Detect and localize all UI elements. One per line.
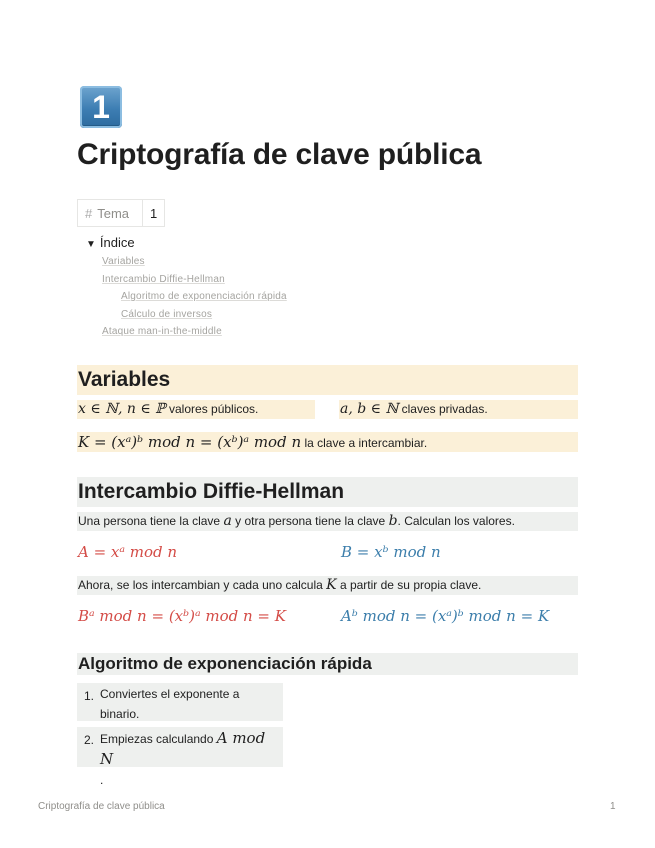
- list-number: 2.: [84, 733, 95, 747]
- list-text-after: .: [100, 773, 104, 787]
- heading-diffie-hellman: Intercambio Diffie-Hellman: [77, 477, 578, 507]
- property-table: [77, 199, 165, 227]
- dh-intro-text-1: Una persona tiene la clave: [78, 514, 224, 528]
- dh-intro-text-2: y otra persona tiene la clave: [231, 514, 389, 528]
- toc-link-mitm[interactable]: Ataque man-in-the-middle: [102, 326, 222, 337]
- footer-page-number: 1: [610, 801, 616, 812]
- toc-link-exponenciacion[interactable]: Algoritmo de exponenciación rápida: [121, 291, 287, 302]
- list-text-before: Empiezas calculando: [100, 732, 217, 746]
- property-tema[interactable]: [78, 200, 143, 227]
- toc-link-inversos[interactable]: Cálculo de inversos: [121, 309, 213, 320]
- dh-intro-line: [77, 512, 578, 531]
- keycap-one-icon: 1: [80, 86, 122, 128]
- list-math: A mod N: [100, 729, 266, 768]
- toc-label: Índice: [99, 235, 135, 250]
- list-text: Conviertes el exponente a binario.: [100, 687, 240, 721]
- list-item: [77, 683, 283, 721]
- list-number: 1.: [84, 689, 95, 703]
- private-keys-text: claves privadas.: [398, 402, 488, 416]
- public-values-line: [77, 400, 315, 419]
- heading-fast-exponentiation: Algoritmo de exponenciación rápida: [77, 653, 578, 675]
- footer-title: Criptografía de clave pública: [38, 801, 165, 812]
- shared-key-text: la clave a intercambiar.: [301, 436, 428, 450]
- toc-link-diffie-hellman[interactable]: Intercambio Diffie-Hellman: [102, 274, 225, 285]
- public-values-math: x ∈ ℕ, n ∈ ℙ: [78, 401, 166, 417]
- private-keys-math: a, b ∈ ℕ: [340, 401, 399, 417]
- dh-exchange-text-2: a partir de su propia clave.: [336, 578, 482, 592]
- toc-link-variables[interactable]: Variables: [102, 256, 145, 267]
- dh-exchange-key-k: K: [326, 577, 337, 593]
- property-key: Tema: [97, 205, 130, 221]
- dh-exchange-text-1: Ahora, se los intercambian y cada uno calcula: [78, 578, 327, 592]
- formula-A-result: Aᵇ mod n = (xᵃ)ᵇ mod n = K: [341, 607, 550, 625]
- private-keys-line: [339, 400, 578, 419]
- heading-variables: Variables: [77, 365, 578, 395]
- property-value[interactable]: 1: [143, 200, 165, 227]
- shared-key-line: [77, 432, 578, 452]
- public-values-text: valores públicos.: [165, 402, 259, 416]
- formula-B-result: Bᵃ mod n = (xᵇ)ᵃ mod n = K: [78, 607, 286, 625]
- toc-toggle[interactable]: [86, 235, 135, 250]
- list-item: [77, 727, 283, 787]
- formula-B: B = xᵇ mod n: [341, 543, 441, 561]
- triangle-down-icon: ▼: [86, 239, 96, 250]
- shared-key-math: K = (xᵃ)ᵇ mod n = (xᵇ)ᵃ mod n: [78, 433, 302, 451]
- list-text: [100, 728, 277, 790]
- formula-A: A = xᵃ mod n: [78, 543, 178, 561]
- number-property-icon: #: [85, 205, 93, 221]
- dh-exchange-line: [77, 576, 578, 595]
- dh-intro-text-3: . Calculan los valores.: [397, 514, 515, 528]
- dh-intro-key-a: a: [223, 513, 232, 529]
- dh-intro-key-b: b: [388, 513, 398, 529]
- page-title: Criptografía de clave pública: [77, 138, 482, 171]
